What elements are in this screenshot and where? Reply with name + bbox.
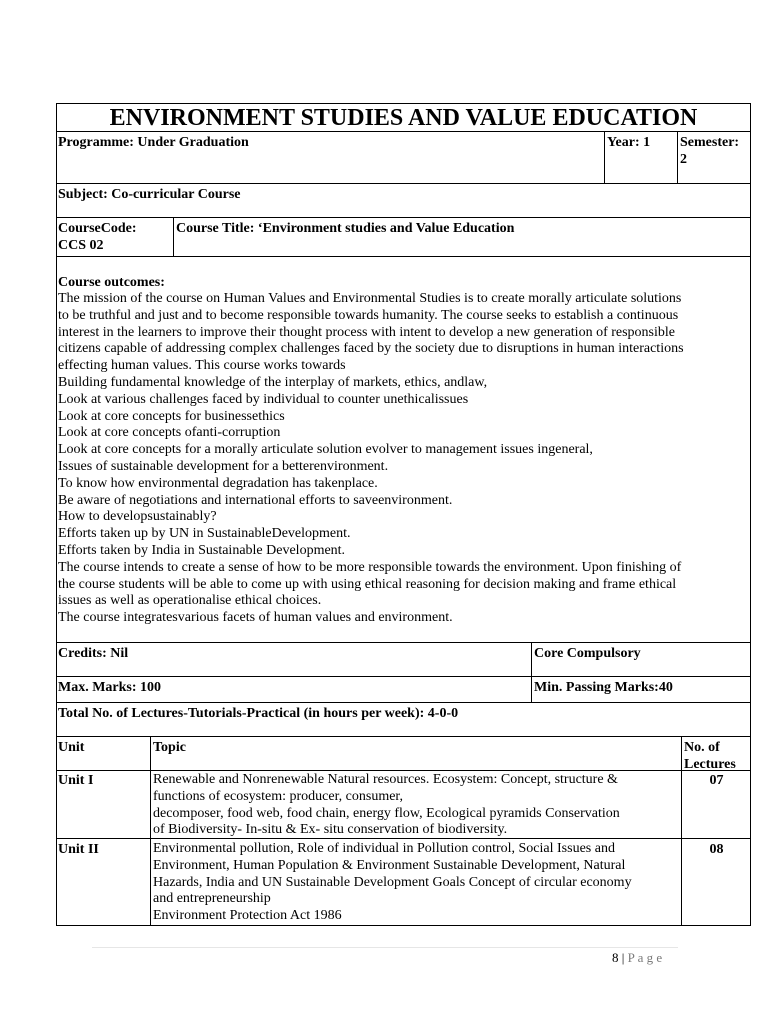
footer-divider bbox=[92, 947, 678, 948]
outcome-line: effecting human values. This course works towards bbox=[58, 358, 346, 374]
topic-line: and entrepreneurship bbox=[153, 891, 271, 907]
outcome-line: the course students will be able to come up with using ethical reasoning for decision making and frame ethical bbox=[58, 576, 677, 592]
max-marks-label: Max. Marks: 100 bbox=[58, 680, 162, 695]
outcome-line: issues as well as operationalise ethical choices. bbox=[58, 593, 322, 609]
row-divider bbox=[56, 770, 751, 771]
topic-line: of Biodiversity- In-situ & Ex- situ conservation of biodiversity. bbox=[153, 822, 508, 838]
topic-line: Environmental pollution, Role of individual in Pollution control, Social Issues and bbox=[153, 841, 615, 856]
outcome-line: interest in the learners to improve their thought process with intent to develop a new generation of responsible bbox=[58, 324, 675, 340]
outcome-line: Look at core concepts for businessethics bbox=[58, 408, 285, 424]
core-label: Core Compulsory bbox=[534, 646, 641, 661]
semester-label: Semester: bbox=[680, 135, 740, 150]
unit-topic bbox=[153, 841, 632, 925]
outcome-line: Look at core concepts for a morally articulate solution evolver to management issues ingeneral, bbox=[58, 442, 593, 458]
outcome-line: Be aware of negotiations and international efforts to saveenvironment. bbox=[58, 492, 453, 508]
topic-line: decomposer, food web, food chain, energy flow, Ecological pyramids Conservation bbox=[153, 805, 620, 821]
row-divider bbox=[56, 256, 751, 257]
col-divider bbox=[173, 217, 174, 256]
lectures-header: No. of bbox=[684, 740, 720, 755]
outcome-line: citizens capable of addressing complex challenges faced by the society due to disruptions in human interactions bbox=[58, 341, 684, 357]
topic-line: Hazards, India and UN Sustainable Development Goals Concept of circular economy bbox=[153, 874, 632, 890]
course-code-value: CCS 02 bbox=[58, 238, 104, 253]
outcome-line: The course integratesvarious facets of human values and environment. bbox=[58, 610, 453, 626]
topic-line: functions of ecosystem: producer, consumer, bbox=[153, 788, 404, 804]
topic-header: Topic bbox=[153, 740, 186, 755]
topic-line: Renewable and Nonrenewable Natural resources. Ecosystem: Concept, structure & bbox=[153, 772, 618, 787]
lectures-header: Lectures bbox=[684, 757, 736, 772]
outcome-line: Efforts taken up by UN in SustainableDevelopment. bbox=[58, 526, 351, 542]
outcome-line: Efforts taken by India in Sustainable Development. bbox=[58, 542, 346, 558]
topic-line: Environment, Human Population & Environment Sustainable Development, Natural bbox=[153, 857, 626, 873]
programme-label: Programme: Under Graduation bbox=[58, 135, 249, 150]
outcome-line: to be truthful and just and to become responsible towards humanity. The course seeks to establish a continuous bbox=[58, 307, 679, 323]
outcomes-heading: Course outcomes: bbox=[58, 275, 165, 290]
outcome-line: Look at various challenges faced by individual to counter unethicalissues bbox=[58, 391, 469, 407]
col-divider bbox=[604, 131, 605, 183]
credits-label: Credits: Nil bbox=[58, 646, 129, 661]
page-footer bbox=[612, 950, 662, 966]
outcome-line: Issues of sustainable development for a betterenvironment. bbox=[58, 458, 389, 474]
unit-lectures: 07 bbox=[709, 773, 724, 788]
outcome-line: The course intends to create a sense of how to be more responsible towards the environment. Upon finishing of bbox=[58, 559, 682, 575]
min-marks-label: Min. Passing Marks:40 bbox=[534, 680, 673, 695]
row-divider bbox=[56, 642, 751, 643]
outcomes-body bbox=[58, 291, 684, 627]
unit-lectures: 08 bbox=[709, 842, 724, 857]
col-divider bbox=[150, 736, 151, 926]
col-divider bbox=[677, 131, 678, 183]
outcome-line: The mission of the course on Human Values and Environmental Studies is to create morally articulate solutions bbox=[58, 291, 682, 306]
row-divider bbox=[56, 183, 751, 184]
page-title: ENVIRONMENT STUDIES AND VALUE EDUCATION bbox=[109, 105, 698, 131]
outcome-line: Building fundamental knowledge of the interplay of markets, ethics, andlaw, bbox=[58, 374, 488, 390]
unit-label: Unit I bbox=[58, 773, 94, 788]
page-separator: | bbox=[621, 950, 628, 965]
col-divider bbox=[681, 736, 682, 926]
semester-value: 2 bbox=[680, 152, 687, 167]
course-title: Course Title: ‘Environment studies and Value Education bbox=[176, 221, 515, 236]
unit-header: Unit bbox=[58, 740, 85, 755]
page-label: P a g e bbox=[627, 950, 663, 965]
lectures-total-label: Total No. of Lectures-Tutorials-Practical (in hours per week): 4-0-0 bbox=[58, 706, 459, 721]
course-code-label: CourseCode: bbox=[58, 221, 137, 236]
row-divider bbox=[56, 702, 751, 703]
year-label: Year: 1 bbox=[607, 135, 651, 150]
outcome-line: How to developsustainably? bbox=[58, 509, 217, 525]
outcome-line: To know how environmental degradation has takenplace. bbox=[58, 475, 378, 491]
col-divider bbox=[531, 642, 532, 702]
row-divider bbox=[56, 736, 751, 737]
row-divider bbox=[56, 676, 751, 677]
subject-label: Subject: Co-curricular Course bbox=[58, 187, 241, 202]
topic-line: Environment Protection Act 1986 bbox=[153, 908, 342, 924]
row-divider bbox=[56, 217, 751, 218]
unit-topic bbox=[153, 772, 620, 839]
unit-label: Unit II bbox=[58, 842, 99, 857]
page-number: 8 bbox=[612, 950, 619, 965]
outcome-line: Look at core concepts ofanti-corruption bbox=[58, 425, 281, 441]
